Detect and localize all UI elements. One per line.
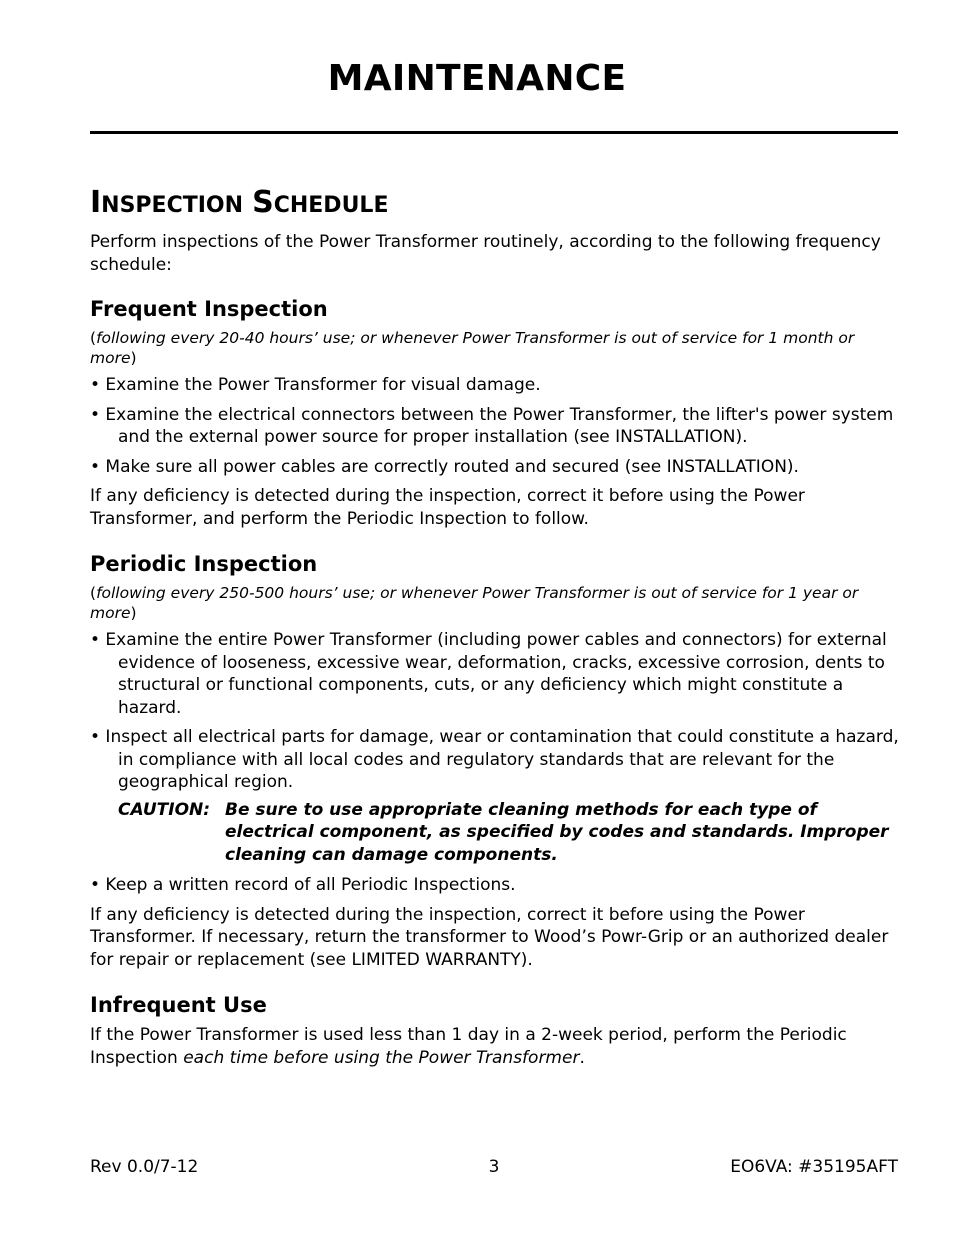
page-title: MAINTENANCE [327,58,627,99]
infrequent-use-heading: Infrequent Use [90,993,267,1017]
frequent-followup-paragraph: If any deficiency is detected during the inspection, correct it before using the Power Transformer, and perform the Periodic Inspection to follow. [90,486,805,529]
section-heading [90,186,900,223]
infrequent-use-paragraph [90,1024,900,1069]
list-item: • Examine the electrical connectors between the Power Transformer, the lifter's power system and the external power source for proper installation (see INSTALLATION). [90,404,894,447]
intro-paragraph: Perform inspections of the Power Transformer routinely, according to the following frequency schedule: [90,232,881,275]
frequent-inspection-heading: Frequent Inspection [90,297,328,321]
list-item: • Keep a written record of all Periodic Inspections. [90,875,516,895]
caution-label: CAUTION: [118,799,211,820]
page-content [90,186,900,1069]
paren-open: ( [90,329,97,347]
document-number: EO6VA: #35195AFT [730,1157,898,1177]
caution-notice [118,799,900,867]
title-divider [90,131,898,134]
revision-label: Rev 0.0/7-12 [90,1157,199,1177]
list-item: • Make sure all power cables are correctly routed and secured (see INSTALLATION). [90,456,799,477]
frequent-interval-note [90,328,900,368]
heading-initial: I [90,185,102,220]
heading-word-rest: NSPECTION [101,193,244,218]
infrequent-emphasis: each time before using the Power Transformer [183,1047,580,1068]
periodic-followup-paragraph: If any deficiency is detected during the inspection, correct it before using the Power Transformer. If necessary, return the transformer to Wood’s Powr-Grip or an authorized dealer for repair or replacement (see LIMITED WARRANTY). [90,904,889,970]
infrequent-text: If the Power Transformer is used less than 1 day in a 2-week period, perform the Periodic Inspection [90,1025,847,1068]
list-item: • Examine the entire Power Transformer (including power cables and connectors) for external evidence of looseness, excessive wear, deformation, cracks, excessive corrosion, dents to structural or functional components, cuts, or any deficiency which might constitute a hazard. [90,630,887,718]
paren-close: ) [130,604,137,622]
heading-word-rest: CHEDULE [273,193,389,218]
interval-text: following every 250-500 hours’ use; or whenever Power Transformer is out of service for 1 year or more [90,584,859,622]
list-item: • Examine the Power Transformer for visual damage. [90,375,541,395]
paren-open: ( [90,584,97,602]
paren-close: ) [130,349,137,367]
periodic-inspection-heading: Periodic Inspection [90,552,318,576]
page-number: 3 [488,1157,500,1177]
periodic-interval-note [90,583,900,623]
heading-initial: S [252,185,274,220]
caution-text: Be sure to use appropriate cleaning methods for each type of electrical component, as specified by codes and standards. Improper cleaning can damage components. [225,799,889,865]
infrequent-period: . [579,1047,585,1068]
interval-text: following every 20-40 hours’ use; or whenever Power Transformer is out of service for 1 month or more [90,329,855,367]
list-item: • Inspect all electrical parts for damage, wear or contamination that could constitute a hazard, in compliance with all local codes and regulatory standards that are relevant for the geographical region. [90,727,899,792]
